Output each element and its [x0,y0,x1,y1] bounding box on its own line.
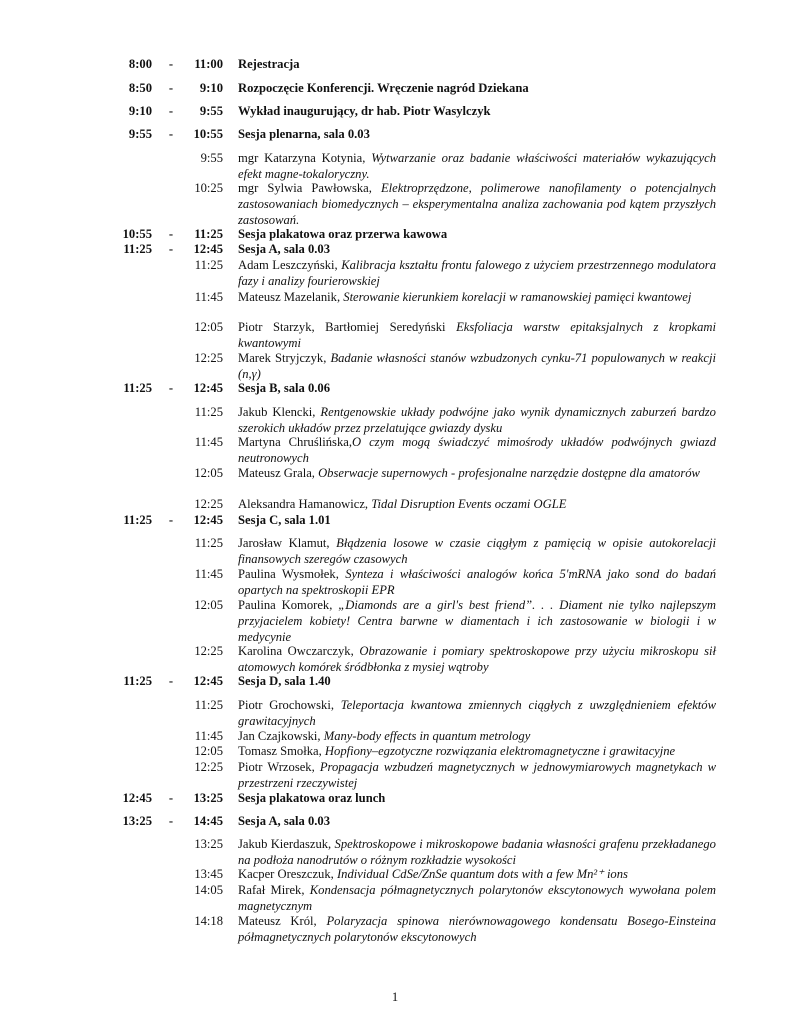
talk-author: Karolina Owczarczyk, [238,644,360,658]
talk-author: Piotr Wrzosek, [238,760,320,774]
session-dash: - [168,227,174,241]
session-title: Rejestracja [238,57,300,71]
talk-author: Jakub Klencki, [238,405,321,419]
talk-title: Obrazowanie i pomiary spektroskopowe przy użyciu mikroskopu sił atomowych komórek śródbłonka z mysiej wątroby [238,644,716,674]
session-start: 13:25 [122,814,152,828]
session-start: 8:50 [128,81,152,95]
talk-time: 12:25 [194,351,223,365]
session-end: 12:45 [193,381,223,395]
talk-title: Eksfoliacja warstw epitaksjalnych z kropkami kwantowymi [238,320,717,350]
talk-title: Polaryzacja spinowa nierównowagowego kondensatu Bosego-Einsteina półmagnetycznych polarytonów ekscytonowych [238,914,716,944]
talk-title: Kalibracja kształtu frontu falowego z użyciem przestrzennego modulatora fazy i analizy fourierowskiej [238,258,716,288]
session-start: 11:25 [123,242,152,256]
session-dash: - [168,513,174,527]
session-start: 9:55 [128,127,152,141]
talk-time: 9:55 [200,151,223,165]
session-start: 12:45 [122,791,152,805]
session-title: Sesja plakatowa oraz przerwa kawowa [238,227,448,241]
talk-title: Tidal Disruption Events oczami OGLE [371,497,567,511]
talk-author: Martyna Chruślińska, [238,435,352,449]
session-end: 11:25 [194,227,223,241]
talk-author: Tomasz Smołka, [238,744,325,758]
talk-title: Badanie własności stanów wzbudzonych cynku-71 populowanych w reakcji (n,γ) [238,351,716,381]
talk-title: Individual CdSe/ZnSe quantum dots with a few Mn²⁺ ions [336,867,628,881]
talk-author: mgr Sylwia Pawłowska, [238,181,381,195]
talk-title: O czym mogą świadczyć mimośrody układów podwójnych gwiazd neutronowych [238,435,716,465]
talk-time: 14:18 [194,914,223,928]
talk-time: 11:25 [194,698,223,712]
session-title: Sesja A, sala 0.03 [238,814,331,828]
session-end: 12:45 [193,674,223,688]
session-dash: - [168,104,174,118]
talk-author: Mateusz Król, [238,914,327,928]
session-end: 10:55 [193,127,223,141]
talk-time: 11:45 [194,729,223,743]
talk-title: Błądzenia losowe w czasie ciągłym z pamięcią w opisie autokorelacji finansowych szeregów czasowych [238,536,716,566]
talk-time: 11:45 [194,290,223,304]
talk-title: Synteza i właściwości analogów końca 5'mRNA jako sond do badań opartych na spektroskopii EPR [238,567,716,597]
talk-author: mgr Katarzyna Kotynia, [238,151,372,165]
session-dash: - [168,381,174,395]
talk-author: Mateusz Grala, [238,466,319,480]
session-start: 9:10 [128,104,152,118]
session-start: 8:00 [128,57,152,71]
talk-time: 12:05 [194,598,223,612]
session-end: 9:10 [199,81,223,95]
talk-time: 11:25 [194,258,223,272]
session-end: 12:45 [193,242,223,256]
talk-author: Adam Leszczyński, [238,258,342,272]
talk-title: Teleportacja kwantowa zmiennych ciągłych z uwzględnieniem efektów grawitacyjnych [238,698,716,728]
session-dash: - [168,814,174,828]
session-dash: - [168,242,174,256]
talk-author: Jan Czajkowski, [238,729,324,743]
talk-title: Propagacja wzbudzeń magnetycznych w jednowymiarowych magnetykach w przestrzeni rzeczywistej [238,760,716,790]
session-dash: - [168,57,174,71]
talk-time: 13:25 [194,837,223,851]
session-start: 10:55 [122,227,152,241]
talk-author: Marek Stryjczyk, [238,351,331,365]
talk-author: Paulina Komorek, [238,598,339,612]
talk-time: 12:25 [194,760,223,774]
session-title: Sesja D, sala 1.40 [238,674,331,688]
session-start: 11:25 [123,674,152,688]
session-end: 13:25 [193,791,223,805]
talk-author: Paulina Wysmołek, [238,567,346,581]
talk-author: Mateusz Mazelanik, [238,290,344,304]
session-dash: - [168,674,174,688]
talk-time: 12:05 [194,320,223,334]
talk-title: „Diamonds are a girl's best friend”. . . Diament nie tylko najlepszym przyjacielem kobiety! Centra barwne w diamentach i ich zastosowanie w biologii i w medycynie [238,598,716,644]
session-start: 11:25 [123,513,152,527]
session-end: 9:55 [199,104,223,118]
session-dash: - [168,791,174,805]
talk-title: Obserwacje supernowych - profesjonalne narzędzie dostępne dla amatorów [318,466,700,480]
page-number: 1 [391,990,399,1004]
talk-author: Jarosław Klamut, [238,536,337,550]
talk-author: Piotr Grochowski, [238,698,341,712]
talk-time: 13:45 [194,867,223,881]
talk-author: Jakub Kierdaszuk, [238,837,335,851]
talk-time: 11:45 [194,567,223,581]
talk-time: 11:45 [194,435,223,449]
talk-title: Rentgenowskie układy podwójne jako wynik dynamicznych zaburzeń bardzo szerokich układów przez przelatujące gwiazdy dysku [238,405,716,435]
session-end: 11:00 [194,57,223,71]
talk-time: 11:25 [194,405,223,419]
session-dash: - [168,81,174,95]
session-start: 11:25 [123,381,152,395]
session-title: Sesja plakatowa oraz lunch [238,791,386,805]
session-title: Sesja B, sala 0.06 [238,381,331,395]
talk-title: Many-body effects in quantum metrology [323,729,531,743]
talk-title: Kondensacja półmagnetycznych polarytonów ekscytonowych wywołana polem magnetycznym [238,883,716,913]
talk-author: Kacper Oreszczuk, [238,867,337,881]
session-end: 14:45 [193,814,223,828]
session-title: Sesja C, sala 1.01 [238,513,331,527]
talk-time: 10:25 [194,181,223,195]
talk-title: Sterowanie kierunkiem korelacji w ramanowskiej pamięci kwantowej [343,290,692,304]
session-title: Sesja plenarna, sala 0.03 [238,127,370,141]
talk-time: 12:25 [194,497,223,511]
talk-title: Elektroprzędzone, polimerowe nanofilamenty o potencjalnych zastosowaniach biomedycznych – eksperymentalna analiza zachowania pod kątem przyszłych zastosowań. [238,181,716,227]
talk-author: Piotr Starzyk, Bartłomiej Seredyński [238,320,457,334]
talk-author: Rafał Mirek, [238,883,310,897]
session-end: 12:45 [193,513,223,527]
talk-time: 12:25 [194,644,223,658]
session-title: Rozpoczęcie Konferencji. Wręczenie nagród Dziekana [238,81,529,95]
session-dash: - [168,127,174,141]
talk-time: 14:05 [194,883,223,897]
talk-title: Spektroskopowe i mikroskopowe badania własności grafenu przekładanego na podłoża nanodrutów o różnym rozkładzie wysokości [238,837,716,867]
talk-title: Hopfiony–egzotyczne rozwiązania elektromagnetyczne i grawitacyjne [324,744,676,758]
talk-time: 12:05 [194,466,223,480]
talk-time: 11:25 [194,536,223,550]
talk-author: Aleksandra Hamanowicz, [238,497,372,511]
session-title: Sesja A, sala 0.03 [238,242,331,256]
talk-time: 12:05 [194,744,223,758]
session-title: Wykład inaugurujący, dr hab. Piotr Wasylczyk [238,104,491,118]
talk-title: Wytwarzanie oraz badanie właściwości materiałów wykazujących efekt magne-tokaloryczny. [238,151,716,181]
